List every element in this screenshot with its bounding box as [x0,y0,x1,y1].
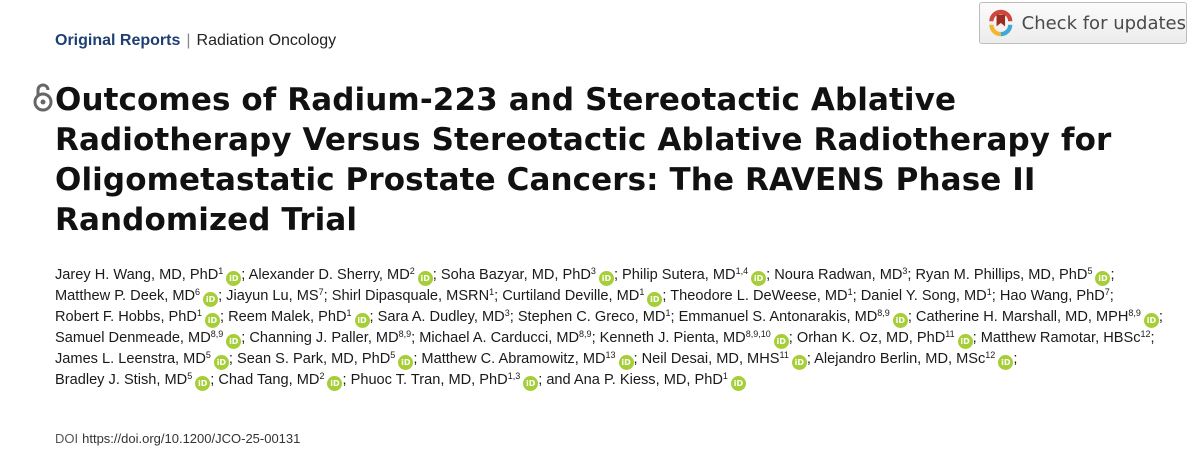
author-affiliation-marker: 11 [945,329,955,339]
author-entry [600,330,789,346]
author-entry [55,330,241,346]
author-affiliation-marker: 3 [902,266,908,276]
author-list: Jarey H. Wang, MD, PhD$^1$iD ; Alexander D. Sherry, $MD^2iD$ ; Soha Bazyar, MD, PhD$^3$iD ; Philip Sutera, MD$^{1,4}$iD ; Noura Radwan, $MD^3$; Ryan M. Phillips, MD, PhD$^5$iD ; Matthew P. Deek, $MD^6iD$ ; Jiayun Lu, $MS^7$; Shirl Dipasquale, MSRN$^1$; Curtiland Deville, $MD^1iD$ ; Theodore L. DeWeese, $MD^1$; Daniel Y. Song, $MD^1$; Hao Wang, PhD$^7$; Robert F. Hobbs, PhD$^1$iD ; Reem Malek, PhD$^1$iD ; Sara A. Dudley, $MD^3$; Stephen C. Greco, $MD^1$; Emmanuel S. Antonarakis, MD$^{8,9}$iD ; Catherine H. Marshall, MD, MPH$^{8,9}$iD ; Samuel Denmeade, MD$^{8,9}$iD ; Channing J. Paller, MD$^{8,9}$; Michael A. Carducci, MD$^{8,9}$; Kenneth J. Pienta, MD$^{8,9,10}$iD ; Orhan K. Oz, MD, PhD$^{11}$iD ; Matthew Ramotar, HBSc$^{12}$; James L. Leenstra, $MD^5iD$ ; Sean S. Park, MD, PhD$^5$iD ; Matthew C. Abramowitz, MD$^{13}$iD ; Neil Desai, MD, MHS$^{11}$iD ; Alejandro Berlin, MD, MSc$^{12}$iD ; Bradley J. Stish, $MD^5iD$ ; Chad Tang, $MD^2iD$ ; Phuoc T. Tran, MD, PhD$^{1,3}$iD ; and Ana P. Kiess, MD, PhD$^1$iD [55,265,1175,391]
author-entry [332,288,494,304]
author-affiliation-marker: 8,9 [579,329,592,339]
doi-prefix: DOI [55,431,79,446]
author-affiliation-marker: 1 [722,371,728,381]
author-entry [55,351,229,367]
orcid-icon[interactable]: iD [599,271,614,286]
author-name[interactable]: Ryan M. Phillips, MD, PhD [915,267,1088,283]
author-entry [670,288,852,304]
orcid-icon[interactable]: iD [893,313,908,328]
author-name[interactable]: Phuoc T. Tran, MD, PhD [350,372,508,388]
author-name[interactable]: Catherine H. Marshall, MD, MPH [915,309,1129,325]
check-for-updates-label: Check for updates [1021,12,1186,34]
open-access-icon [32,82,54,112]
author-name[interactable]: Curtiland Deville, MD [502,288,640,304]
orcid-icon[interactable]: iD [418,271,433,286]
subsection-label[interactable]: Radiation Oncology [196,32,337,49]
author-name[interactable]: Alejandro Berlin, MD, MSc [814,351,986,367]
author-entry [237,351,413,367]
author-affiliation-marker: 2 [409,266,415,276]
orcid-icon[interactable]: iD [731,376,746,391]
author-affiliation-marker: 5 [390,350,396,360]
author-affiliation-marker: 8,9 [398,329,412,339]
author-name[interactable]: Emmanuel S. Antonarakis, MD [678,309,878,325]
author-affiliation-marker: 8,9,10 [745,329,771,339]
author-name[interactable]: Shirl Dipasquale, MSRN [331,288,490,304]
author-name[interactable]: Chad Tang, MD [218,372,320,388]
author-entry [419,330,591,346]
author-affiliation-marker: 8,9 [1128,308,1141,318]
author-name[interactable]: Neil Desai, MD, MHS [641,351,780,367]
author-affiliation-marker: 12 [1140,329,1151,339]
author-entry [218,372,342,388]
author-affiliation-marker: 1 [346,308,352,318]
author-affiliation-marker: 5 [205,350,211,360]
author-name[interactable]: Jarey H. Wang, MD, PhD [55,267,219,283]
orcid-icon[interactable]: iD [998,355,1013,370]
author-entry [916,267,1111,283]
author-affiliation-marker: 8,9 [877,308,890,318]
section-label[interactable]: Original Reports [55,32,181,49]
author-entry [679,309,908,325]
author-entry [518,309,671,325]
author-affiliation-marker: 1 [489,287,495,297]
author-entry [797,330,973,346]
author-entry [228,309,369,325]
author-affiliation-marker: 1,4 [735,266,749,276]
author-name[interactable]: Michael A. Carducci, MD [419,330,580,346]
author-name[interactable]: Daniel Y. Song, MD [860,288,987,304]
orcid-icon[interactable]: iD [205,313,220,328]
author-name[interactable]: Kenneth J. Pienta, MD [599,330,746,346]
article-type-header [55,31,336,51]
author-name[interactable]: Philip Sutera, MD [622,267,736,283]
orcid-icon[interactable]: iD [327,376,342,391]
author-entry [1000,288,1110,304]
doi-line [55,431,300,447]
orcid-icon[interactable]: iD [226,334,241,349]
author-entry [814,351,1013,367]
author-name[interactable]: Sean S. Park, MD, PhD [237,351,391,367]
author-entry [351,372,539,388]
orcid-icon[interactable]: iD [214,355,229,370]
author-entry [226,288,324,304]
author-name[interactable]: Matthew P. Deek, MD [55,288,196,304]
check-for-updates-button[interactable] [979,2,1187,44]
author-entry [441,267,614,283]
orcid-icon[interactable]: iD [647,292,662,307]
author-name[interactable]: Matthew C. Abramowitz, MD [421,351,606,367]
author-name[interactable]: Sara A. Dudley, MD [377,309,505,325]
author-name[interactable]: Ana P. Kiess, MD, PhD [573,372,723,388]
author-name[interactable]: Orhan K. Oz, MD, PhD [796,330,946,346]
author-affiliation-marker: 5 [187,371,193,381]
orcid-icon[interactable]: iD [355,313,370,328]
author-name[interactable]: Theodore L. DeWeese, MD [670,288,848,304]
author-affiliation-marker: 13 [605,350,616,360]
author-entry [55,288,218,304]
author-affiliation-marker: 2 [319,371,325,381]
orcid-icon[interactable]: iD [958,334,973,349]
author-affiliation-marker: 3 [590,266,596,276]
author-entry: and Ana P. Kiess, MD, PhD$^1$iD [546,372,746,388]
author-entry [622,267,766,283]
author-affiliation-marker: 12 [985,350,996,360]
author-entry [55,309,220,325]
author-affiliation-marker: 1 [218,266,224,276]
author-entry [642,351,807,367]
author-affiliation-marker: 1 [196,308,202,318]
author-name[interactable]: James L. Leenstra, MD [55,351,206,367]
author-affiliation-marker: 1 [665,308,671,318]
orcid-icon[interactable]: iD [523,376,538,391]
author-entry [378,309,510,325]
orcid-icon[interactable]: iD [398,355,413,370]
author-name[interactable]: Stephen C. Greco, MD [517,309,666,325]
author-name[interactable]: Samuel Denmeade, MD [55,330,211,346]
orcid-icon[interactable]: iD [1144,313,1159,328]
author-entry [55,267,241,283]
author-name[interactable]: Robert F. Hobbs, PhD [55,309,197,325]
orcid-icon[interactable]: iD [1095,271,1110,286]
orcid-icon[interactable]: iD [792,355,807,370]
author-affiliation-marker: 3 [504,308,510,318]
author-entry [861,288,992,304]
author-name[interactable]: Reem Malek, PhD [228,309,347,325]
crossmark-icon [988,5,1014,41]
author-entry [55,372,210,388]
author-affiliation-marker: 11 [779,350,789,360]
header-separator: | [186,32,191,49]
author-affiliation-marker: 1,3 [507,371,521,381]
orcid-icon[interactable]: iD [751,271,766,286]
author-affiliation-marker: 1 [986,287,992,297]
author-entry [502,288,662,304]
author-name[interactable]: Jiayun Lu, MS [226,288,319,304]
article-title: Outcomes of Radium-223 and Stereotactic Ablative Radiotherapy Versus Stereotactic Ablative Radiotherapy for Oligometastatic Prostate Cancers: The RAVENS Phase II Randomized Trial [55,82,1112,238]
author-affiliation-marker: 7 [318,287,324,297]
author-entry [916,309,1159,325]
author-affiliation-marker: 6 [195,287,201,297]
orcid-icon[interactable]: iD [226,271,241,286]
author-affiliation-marker: 1 [639,287,645,297]
author-entry [981,330,1151,346]
orcid-icon[interactable]: iD [203,292,218,307]
author-affiliation-marker: 1 [847,287,853,297]
author-name[interactable]: Hao Wang, PhD [999,288,1105,304]
author-affiliation-marker: 7 [1104,287,1110,297]
author-entry [774,267,907,283]
author-name[interactable]: Soha Bazyar, MD, PhD [440,267,591,283]
author-name[interactable]: Matthew Ramotar, HBSc [980,330,1141,346]
author-affiliation-marker: 5 [1087,266,1093,276]
author-entry [249,267,433,283]
author-name[interactable]: Channing J. Paller, MD [249,330,399,346]
doi-link[interactable]: https://doi.org/10.1200/JCO-25-00131 [82,431,301,446]
orcid-icon[interactable]: iD [774,334,789,349]
author-entry [249,330,411,346]
author-name[interactable]: Alexander D. Sherry, MD [248,267,410,283]
author-affiliation-marker: 8,9 [210,329,224,339]
orcid-icon[interactable]: iD [619,355,634,370]
author-entry [421,351,633,367]
author-name[interactable]: Noura Radwan, MD [774,267,903,283]
orcid-icon[interactable]: iD [195,376,210,391]
author-name[interactable]: Bradley J. Stish, MD [55,372,188,388]
